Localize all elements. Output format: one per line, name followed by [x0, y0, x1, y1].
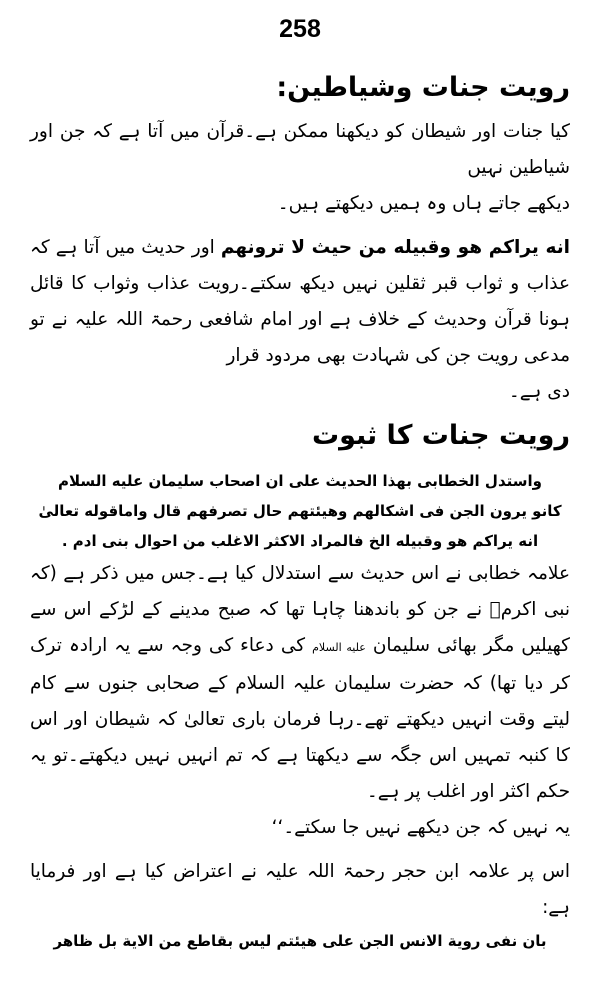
paragraph-2-line-3: خلاف ہے اور امام شافعی رحمۃ اللہ علیہ نے تو مدعی رویت جن کی شہادت بھی مردود قرار [30, 309, 570, 366]
paragraph-2-line-2: ثواب قبر ثقلین نہیں دیکھ سکتے۔رویت عذاب وثواب کا قائل ہونا قرآن وحدیث کے [30, 273, 570, 330]
honorific-small: علیه السلام [312, 641, 366, 654]
page-number: 258 [279, 15, 321, 43]
arabic-quote-line-2: کانو یرون الجن فی اشکالهم وهیئتهم حال تصرفهم قال واماقوله تعالیٰ [38, 502, 562, 520]
paragraph-1-line-2: دیکھے جاتے ہاں وہ ہمیں دیکھتے ہیں۔ [277, 193, 570, 214]
paragraph-2-line-4: دی ہے۔ [508, 381, 570, 402]
arabic-quote-block [30, 466, 570, 556]
paragraph-3-line-2: نے جن کو باندھنا چاہا تھا کہ صبح مدینے کے لڑکے اس سے کھیلیں مگر بھائی سلیمان [30, 599, 570, 656]
paragraph-2-line-1: اور حدیث میں آتا ہے کہ عذاب و [30, 237, 571, 294]
paragraph-1-line-1: کیا جنات اور شیطان کو دیکھنا ممکن ہے۔قرآن میں آتا ہے کہ جن اور شیاطین نہیں [30, 121, 570, 178]
arabic-quote-line-3: انه یراکم هو وقبیله الخ فالمراد الاکثر الاغلب من احوال بنی ادم . [61, 532, 539, 550]
arabic-quote-line-1: واستدل الخطابی بهذا الحدیث علی ان اصحاب سلیمان علیه السلام [58, 472, 542, 490]
paragraph-4: اس پر علامہ ابن حجر رحمۃ اللہ علیہ نے اعتراض کیا ہے اور فرمایا ہے: [30, 861, 570, 918]
arabic-last-line: بان نفی رویة الانس الجن علی هیئتم لیس بقاطع من الایة بل ظاهر [53, 932, 547, 950]
paragraph-1 [30, 114, 570, 222]
quran-quote: انه یراکم هو وقبیله من حیث لا ترونهم [220, 237, 570, 258]
paragraph-3-line-3: کی دعاء کی وجہ سے یہ ارادہ ترک کر دیا تھا) کہ حضرت سلیمان علیہ السلام کے صحابی [30, 635, 570, 694]
paragraph-3 [30, 556, 570, 846]
paragraph-3-line-5: کنبہ تمہیں اس جگہ سے دیکھتا ہے کہ تم انہیں نہیں دیکھتے۔تو یہ حکم اکثر اور اغلب پر ہے۔ [30, 745, 570, 802]
paragraph-3-line-4: جنوں سے کام لیتے وقت انہیں دیکھتے تھے۔رہا فرمان باری تعالیٰ کہ شیطان اور اس کا [30, 673, 570, 766]
paragraph-3-line-1: علامہ خطابی نے اس حدیث سے استدلال کیا ہے۔جس میں ذکر ہے (کہ نبی اکرمؐ [30, 563, 570, 620]
paragraph-2 [30, 230, 570, 410]
section-heading-proof: رویت جنات کا ثبوت [311, 420, 570, 451]
section-heading-sighting-jinn: رویت جنات وشیاطین: [276, 72, 570, 103]
paragraph-3-line-6: یہ نہیں کہ جن دیکھے نہیں جا سکتے۔‘‘ [271, 817, 570, 838]
